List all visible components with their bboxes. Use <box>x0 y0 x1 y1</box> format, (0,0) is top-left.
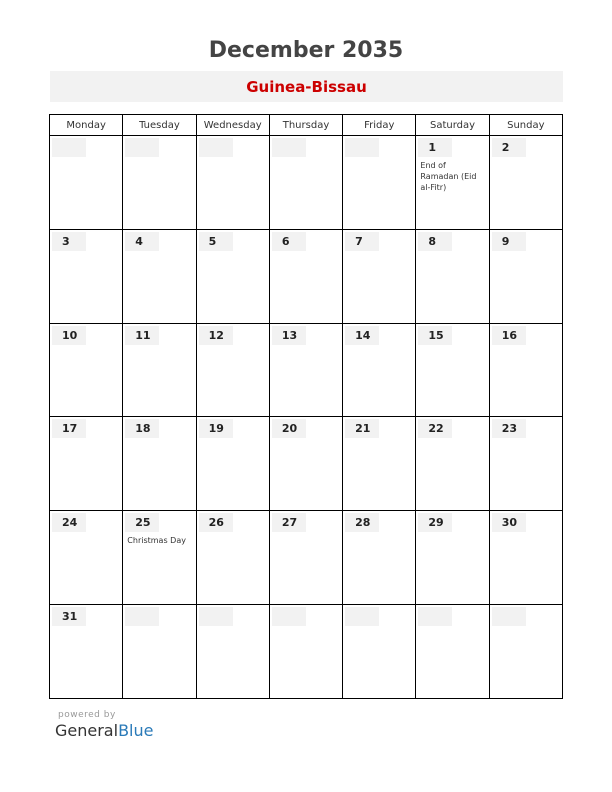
calendar-day-cell[interactable] <box>269 511 342 605</box>
day-number: 11 <box>125 326 159 345</box>
day-number <box>125 607 159 626</box>
day-number: 6 <box>272 232 306 251</box>
calendar-day-cell[interactable] <box>416 229 489 323</box>
day-number: 7 <box>345 232 379 251</box>
day-number: 19 <box>199 419 233 438</box>
calendar-day-cell[interactable] <box>343 511 416 605</box>
calendar-day-cell[interactable] <box>50 417 123 511</box>
calendar-day-cell[interactable] <box>123 323 196 417</box>
calendar-day-cell[interactable] <box>269 136 342 230</box>
day-number <box>418 607 452 626</box>
weekday-header: Sunday <box>489 115 562 136</box>
day-number <box>345 138 379 157</box>
calendar-week-row <box>50 605 563 699</box>
calendar-day-cell[interactable] <box>269 323 342 417</box>
calendar-day-cell[interactable] <box>343 229 416 323</box>
day-number: 16 <box>492 326 526 345</box>
calendar-week-row <box>50 229 563 323</box>
brand-logo[interactable] <box>55 721 153 740</box>
day-number: 1 <box>418 138 452 157</box>
day-number: 29 <box>418 513 452 532</box>
page-title: December 2035 <box>208 38 404 63</box>
powered-by-label: powered by <box>58 710 116 720</box>
weekday-header: Saturday <box>416 115 489 136</box>
weekday-header: Tuesday <box>123 115 196 136</box>
holiday-label: Christmas Day <box>127 536 186 546</box>
calendar-week-row <box>50 511 563 605</box>
day-number: 20 <box>272 419 306 438</box>
calendar-day-cell[interactable] <box>196 417 269 511</box>
calendar-day-cell[interactable] <box>269 229 342 323</box>
day-number: 12 <box>199 326 233 345</box>
calendar-day-cell[interactable] <box>50 323 123 417</box>
calendar-day-cell[interactable] <box>50 229 123 323</box>
country-name: Guinea-Bissau <box>246 77 367 96</box>
calendar-day-cell[interactable] <box>489 605 562 699</box>
day-number: 27 <box>272 513 306 532</box>
day-number: 17 <box>52 419 86 438</box>
calendar-day-cell[interactable] <box>489 323 562 417</box>
weekday-header-row <box>50 115 563 136</box>
calendar-day-cell[interactable] <box>416 323 489 417</box>
calendar-day-cell[interactable] <box>416 511 489 605</box>
country-banner <box>50 71 563 102</box>
day-number: 5 <box>199 232 233 251</box>
calendar-day-cell[interactable] <box>123 417 196 511</box>
calendar-day-cell[interactable] <box>50 136 123 230</box>
calendar-day-cell[interactable] <box>489 417 562 511</box>
day-number: 8 <box>418 232 452 251</box>
day-number: 21 <box>345 419 379 438</box>
calendar-week-row <box>50 323 563 417</box>
calendar-grid <box>49 114 563 699</box>
weekday-header: Wednesday <box>196 115 269 136</box>
calendar-day-cell[interactable] <box>416 417 489 511</box>
day-number: 10 <box>52 326 86 345</box>
day-number: 22 <box>418 419 452 438</box>
day-number <box>52 138 86 157</box>
calendar-day-cell[interactable] <box>50 605 123 699</box>
calendar-day-cell[interactable] <box>123 136 196 230</box>
day-number <box>492 607 526 626</box>
calendar-week-row <box>50 136 563 230</box>
day-number: 24 <box>52 513 86 532</box>
day-number: 9 <box>492 232 526 251</box>
calendar-day-cell[interactable] <box>123 229 196 323</box>
day-number: 14 <box>345 326 379 345</box>
day-number: 4 <box>125 232 159 251</box>
day-number: 15 <box>418 326 452 345</box>
calendar-day-cell[interactable] <box>196 511 269 605</box>
calendar-day-cell[interactable] <box>123 511 196 605</box>
calendar-day-cell[interactable] <box>269 605 342 699</box>
weekday-header: Monday <box>50 115 123 136</box>
day-number: 31 <box>52 607 86 626</box>
weekday-header: Thursday <box>269 115 342 136</box>
day-number: 18 <box>125 419 159 438</box>
calendar-day-cell[interactable] <box>50 511 123 605</box>
day-number: 23 <box>492 419 526 438</box>
calendar-day-cell[interactable] <box>343 323 416 417</box>
calendar-day-cell[interactable] <box>196 323 269 417</box>
day-number: 13 <box>272 326 306 345</box>
calendar-day-cell[interactable] <box>343 136 416 230</box>
calendar-week-row <box>50 417 563 511</box>
day-number: 30 <box>492 513 526 532</box>
day-number <box>199 607 233 626</box>
day-number: 26 <box>199 513 233 532</box>
calendar-day-cell[interactable] <box>489 136 562 230</box>
brand-blue: Blue <box>118 721 154 740</box>
day-number: 28 <box>345 513 379 532</box>
calendar-day-cell[interactable] <box>343 417 416 511</box>
calendar-day-cell[interactable] <box>489 511 562 605</box>
day-number: 2 <box>492 138 526 157</box>
day-number <box>199 138 233 157</box>
calendar-day-cell[interactable] <box>123 605 196 699</box>
day-number <box>272 607 306 626</box>
calendar-day-cell[interactable] <box>416 605 489 699</box>
weekday-header: Friday <box>343 115 416 136</box>
calendar-day-cell[interactable] <box>489 229 562 323</box>
brand-general: General <box>55 721 119 740</box>
calendar-day-cell[interactable] <box>269 417 342 511</box>
holiday-label: End of Ramadan (Eid al-Fitr) <box>420 161 477 192</box>
day-number <box>272 138 306 157</box>
calendar-day-cell[interactable] <box>196 136 269 230</box>
day-number: 25 <box>125 513 159 532</box>
day-number <box>345 607 379 626</box>
calendar-day-cell[interactable] <box>416 136 489 230</box>
calendar-day-cell[interactable] <box>196 229 269 323</box>
day-number <box>125 138 159 157</box>
calendar-day-cell[interactable] <box>343 605 416 699</box>
day-number: 3 <box>52 232 86 251</box>
calendar-day-cell[interactable] <box>196 605 269 699</box>
